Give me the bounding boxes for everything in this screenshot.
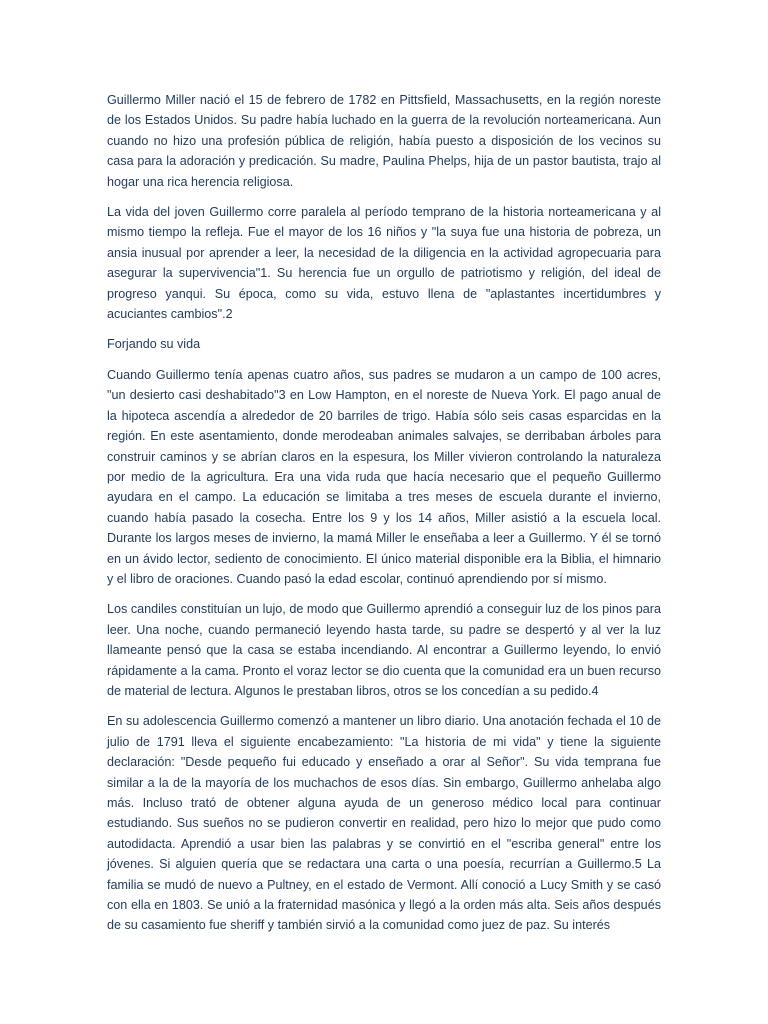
paragraph-reading-light: Los candiles constituían un lujo, de modo que Guillermo aprendió a conseguir luz de los pinos para leer. Una noche, cuando permaneció leyendo hasta tarde, su padre se despertó y al ver la luz llameante pensó que la casa se estaba incendiando. Al encontrar a Guillermo leyendo, lo envió rápidamente a la cama. Pronto el voraz lector se dio cuenta que la comunidad era un buen recurso de material de lectura. Algunos le prestaban libros, otros se los concedían a su pedido.4 [107, 602, 661, 698]
paragraph-adolescence: En su adolescencia Guillermo comenzó a mantener un libro diario. Una anotación fechada el 10 de julio de 1791 lleva el siguiente encabezamiento: "La historia de mi vida" y tiene la siguiente declaración: "Desde pequeño fui educado y enseñado a orar al Señor". Su vida temprana fue similar a la de la mayoría de los muchachos de esos días. Sin embargo, Guillermo anhelaba algo más. Incluso trató de obtener alguna ayuda de un generoso médico local para continuar estudiando. Sus sueños no se pudieron convertir en realidad, pero hizo lo mejor que pudo como autodidacta. Aprendió a usar bien las palabras y se convirtió en el "escriba general" entre los jóvenes. Si alguien quería que se redactara una carta o una poesía, recurrían a Guillermo.5 La familia se mudó de nuevo a Pultney, en el estado de Vermont. Allí conoció a Lucy Smith y se casó con ella en 1803. Se unió a la fraternidad masónica y llegó a la orden más alta. Seis años después de su casamiento fue sheriff y también sirvió a la comunidad como juez de paz. Su interés [107, 714, 661, 933]
paragraph-farm-life: Cuando Guillermo tenía apenas cuatro años, sus padres se mudaron a un campo de 100 acres, "un desierto casi deshabitado"3 en Low Hampton, en el noreste de Nueva York. El pago anual de la hipoteca ascendía a alrededor de 20 barriles de trigo. Había sólo seis casas esparcidas en la región. En este asentamiento, donde merodeaban animales salvajes, se derribaban árboles para construir caminos y se abrían claros en la espesura, los Miller vivieron controlando la naturaleza por medio de la agricultura. Era una vida ruda que hacía necesario que el pequeño Guillermo ayudara en el campo. La educación se limitaba a tres meses de escuela durante el invierno, cuando había pasado la cosecha. Entre los 9 y los 14 años, Miller asistió a la escuela local. Durante los largos meses de invierno, la mamá Miller le enseñaba a leer a Guillermo. Y él se tornó en un ávido lector, sediento de conocimiento. El único material disponible era la Biblia, el himnario y el libro de oraciones. Cuando pasó la edad escolar, continuó aprendiendo por sí mismo. [107, 367, 661, 586]
section-heading: Forjando su vida [107, 337, 201, 352]
paragraph-youth: La vida del joven Guillermo corre paralela al período temprano de la historia norteamericana y al mismo tiempo la refleja. Fue el mayor de los 16 niños y "la suya fue una historia de pobreza, un ansia inusual por aprender a leer, la necesidad de la diligencia en la actividad agropecuaria para asegurar la supervivencia"1. Su herencia fue un orgullo de patriotismo y religión, del ideal de progreso yanqui. Su época, como su vida, estuvo llena de "aplastantes incertidumbres y acuciantes cambios".2 [107, 205, 661, 322]
paragraph-birth: Guillermo Miller nació el 15 de febrero de 1782 en Pittsfield, Massachusetts, en la región noreste de los Estados Unidos. Su padre había luchado en la guerra de la revolución norteamericana. Aun cuando no hizo una profesión pública de religión, había puesto a disposición de los vecinos su casa para la adoración y predicación. Su madre, Paulina Phelps, hija de un pastor bautista, trajo al hogar una rica herencia religiosa. [107, 93, 661, 189]
document-page [107, 90, 661, 946]
